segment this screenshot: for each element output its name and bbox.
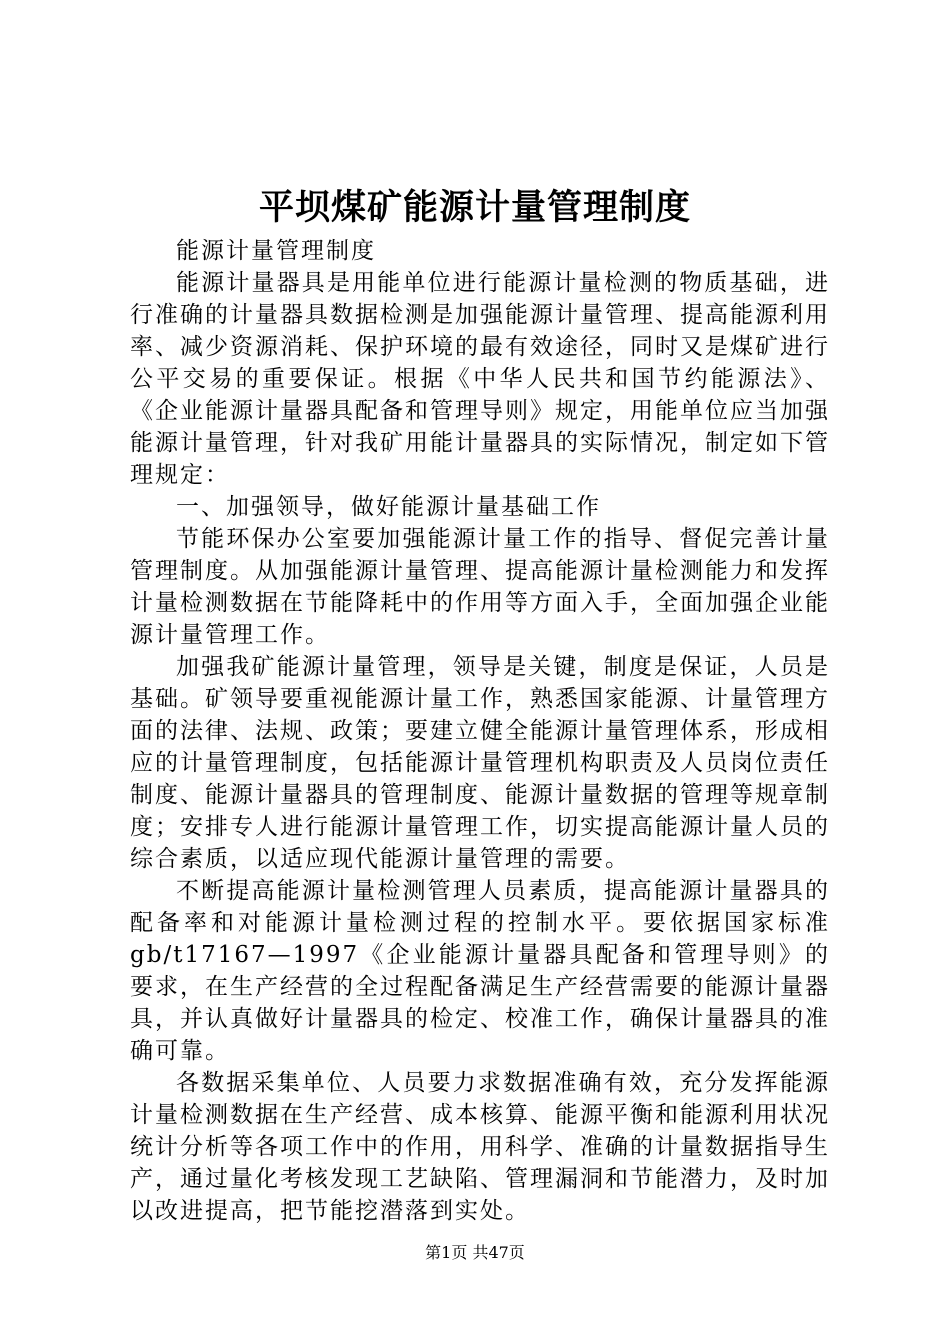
paragraph: 节能环保办公室要加强能源计量工作的指导、督促完善计量管理制度。从加强能源计量管理、提高能源计量检测能力和发挥计量检测数据在节能降耗中的作用等方面入手，全面加强企业能源计量管理工作。	[130, 526, 830, 648]
paragraph: 加强我矿能源计量管理，领导是关键，制度是保证，人员是基础。矿领导要重视能源计量工作，熟悉国家能源、计量管理方面的法律、法规、政策；要建立健全能源计量管理体系，形成相应的计量管理制度，包括能源计量管理机构职责及人员岗位责任制度、能源计量器具的管理制度、能源计量数据的管理等规章制度；安排专人进行能源计量管理工作，切实提高能源计量人员的综合素质，以适应现代能源计量管理的需要。	[130, 654, 830, 872]
paragraph: 不断提高能源计量检测管理人员素质，提高能源计量器具的配备率和对能源计量检测过程的控制水平。要依据国家标准gb/t17167—1997《企业能源计量器具配备和管理导则》的要求，在生产经营的全过程配备满足生产经营需要的能源计量器具，并认真做好计量器具的检定、校准工作，确保计量器具的准确可靠。	[130, 878, 830, 1064]
document-body	[130, 235, 830, 1227]
document-title: 平坝煤矿能源计量管理制度	[258, 187, 691, 228]
paragraph-subtitle: 能源计量管理制度	[176, 238, 376, 264]
section-heading: 一、加强领导，做好能源计量基础工作	[176, 494, 601, 520]
page-number-footer: 第1页 共47页	[425, 1243, 525, 1262]
paragraph-intro: 能源计量器具是用能单位进行能源计量检测的物质基础，进行准确的计量器具数据检测是加强能源计量管理、提高能源利用率、减少资源消耗、保护环境的最有效途径，同时又是煤矿进行公平交易的重要保证。根据《中华人民共和国节约能源法》、《企业能源计量器具配备和管理导则》规定，用能单位应当加强能源计量管理，针对我矿用能计量器具的实际情况，制定如下管理规定：	[130, 270, 830, 488]
paragraph: 各数据采集单位、人员要力求数据准确有效，充分发挥能源计量检测数据在生产经营、成本核算、能源平衡和能源利用状况统计分析等各项工作中的作用，用科学、准确的计量数据指导生产，通过量化考核发现工艺缺陷、管理漏洞和节能潜力，及时加以改进提高，把节能挖潜落到实处。	[130, 1070, 830, 1224]
